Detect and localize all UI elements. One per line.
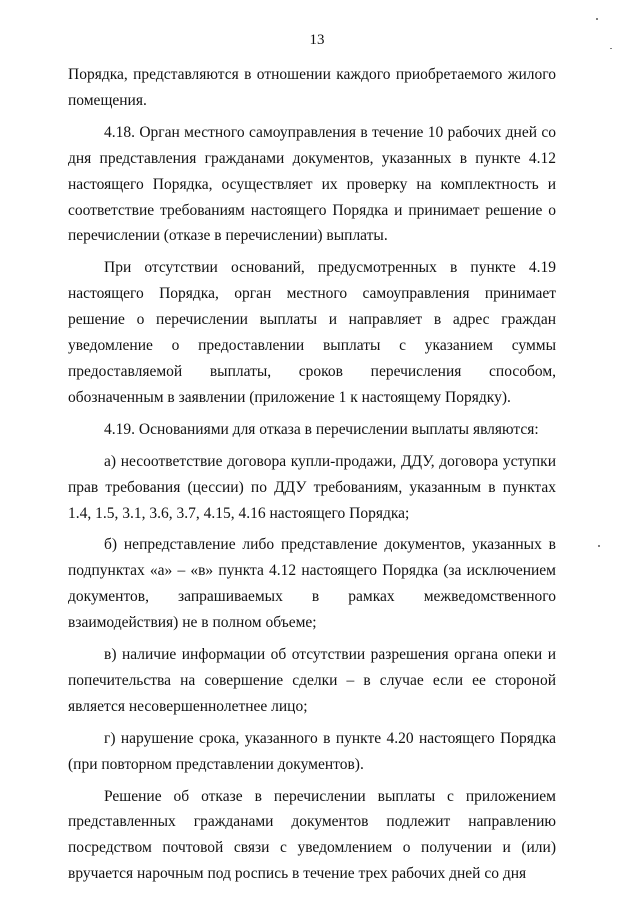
paragraph-item-g: г) нарушение срока, указанного в пункте 4.20 настоящего Порядка (при повторном представлении документов). <box>68 729 556 773</box>
paragraph-refusal-decision: Решение об отказе в перечислении выплаты с приложением представленных гражданами документов подлежит направлению посредством почтовой связи с уведомлением о получении и (или) вручается нарочным под роспись в течение трех рабочих дней со дня <box>68 787 556 883</box>
scan-speck <box>598 545 600 547</box>
paragraph-4-18: 4.18. Орган местного самоуправления в течение 10 рабочих дней со дня представления гражданами документов, указанных в пункте 4.12 настоящего Порядка, осуществляет их проверку на комплектность и соответствие требованиям настоящего Порядка и принимает решение о перечислении (отказе в перечислении) выплаты. <box>68 123 556 245</box>
paragraph-item-v: в) наличие информации об отсутствии разрешения органа опеки и попечительства на совершение сделки – в случае если ее стороной является несовершеннолетнее лицо; <box>68 646 556 715</box>
paragraph-item-b: б) непредставление либо представление документов, указанных в подпунктах «а» – «в» пункта 4.12 настоящего Порядка (за исключением документов, запрашиваемых в рамках межведомственного взаимодействия) не в полном объеме; <box>68 536 556 632</box>
scan-speck <box>596 18 598 20</box>
paragraph-item-a: а) несоответствие договора купли-продажи, ДДУ, договора уступки прав требования (цессии) по ДДУ требованиям, указанным в пунктах 1.4, 1.5, 3.1, 3.6, 3.7, 4.15, 4.16 настоящего Порядка; <box>68 452 556 522</box>
paragraph-no-grounds: При отсутствии оснований, предусмотренных в пункте 4.19 настоящего Порядка, орган местного самоуправления принимает решение о перечислении выплаты и направляет в адрес граждан уведомление о предоставлении выплаты с указанием суммы предоставляемой выплаты, сроков перечисления способом, обозначенным в заявлении (приложение 1 к настоящему Порядку). <box>68 259 556 406</box>
scan-speck <box>610 48 612 49</box>
paragraph-4-19: 4.19. Основаниями для отказа в перечислении выплаты являются: <box>104 420 539 438</box>
page-number: 13 <box>309 32 325 48</box>
paragraph-continuation: Порядка, представляются в отношении каждого приобретаемого жилого помещения. <box>68 66 556 109</box>
document-body <box>68 62 556 887</box>
